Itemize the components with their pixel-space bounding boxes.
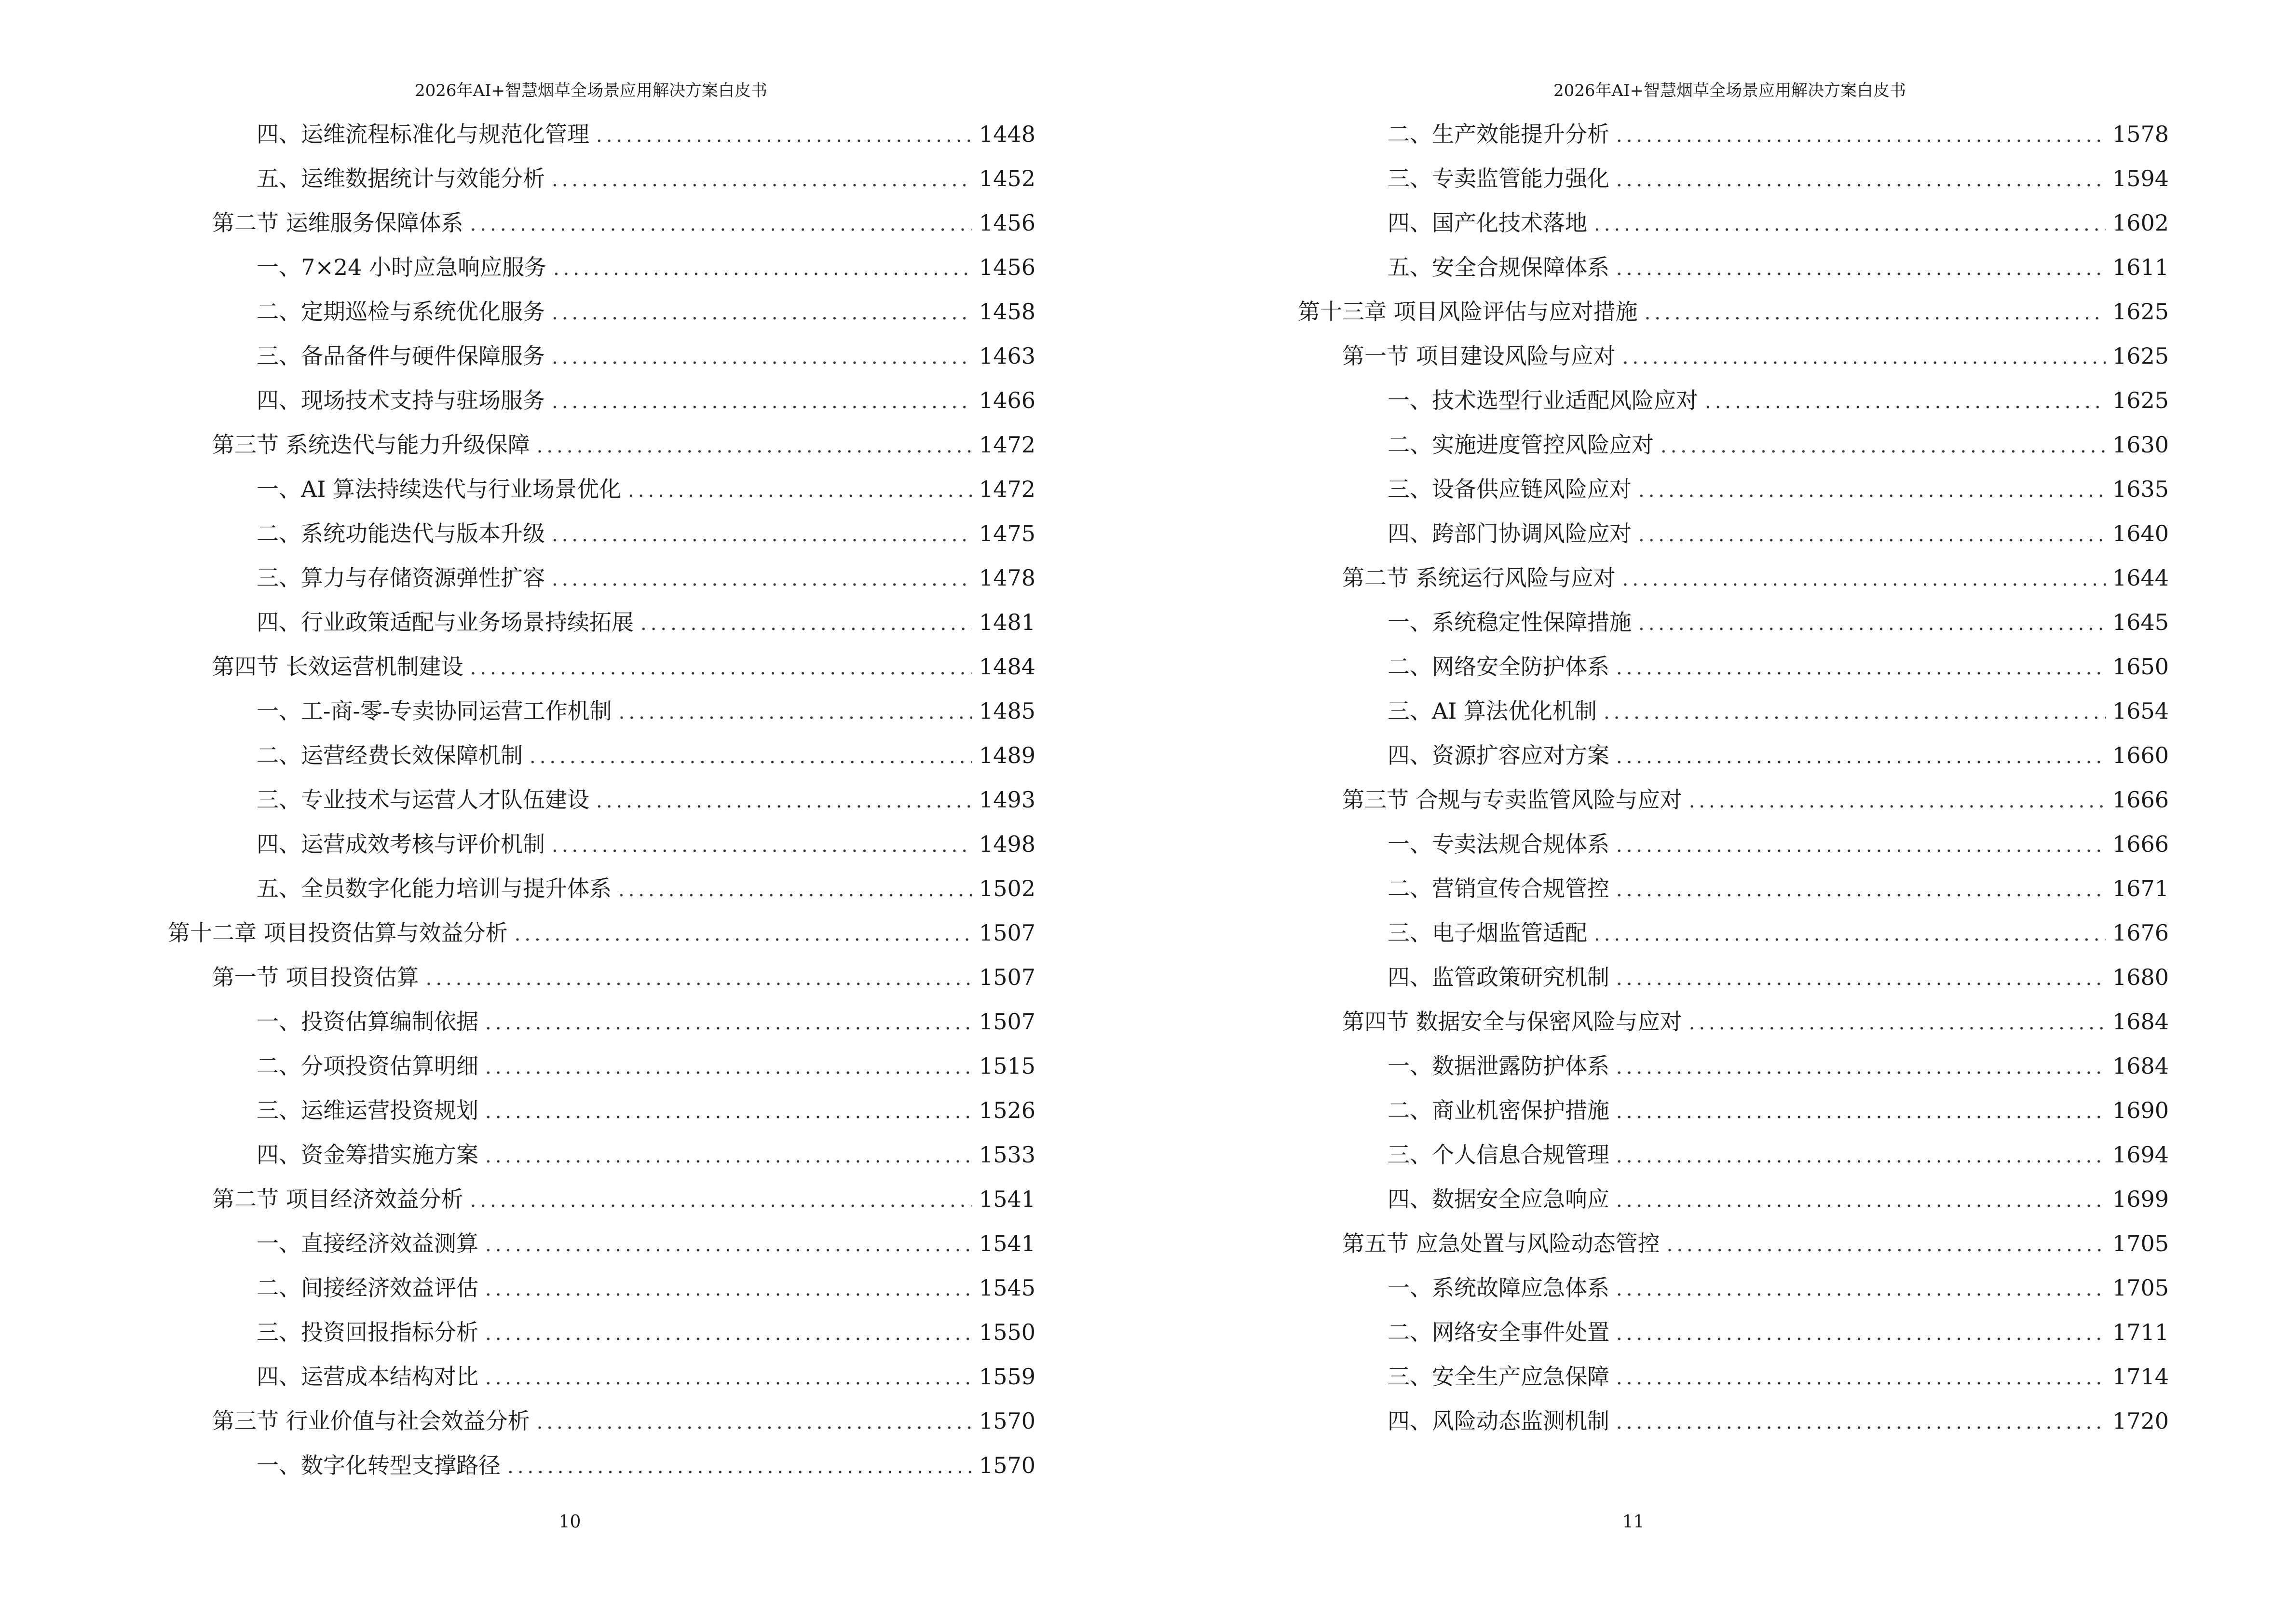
toc-entry-page-number: 1578 — [2112, 121, 2169, 147]
toc-entry-page-number: 1481 — [979, 609, 1035, 635]
toc-entry-item[interactable] — [1144, 156, 2169, 201]
dot-leader — [552, 557, 972, 601]
toc-entry-section[interactable] — [1144, 1221, 2169, 1266]
toc-entry-title: 一、直接经济效益测算 — [257, 1230, 478, 1256]
toc-entry-page-number: 1502 — [979, 875, 1035, 901]
toc-entry-page-number: 1602 — [2112, 210, 2169, 236]
dot-leader — [596, 779, 972, 823]
toc-entry-page-number: 1541 — [979, 1230, 1035, 1256]
toc-entry-title: 第三节 行业价值与社会效益分析 — [212, 1408, 530, 1434]
toc-entry-title: 第十二章 项目投资估算与效益分析 — [168, 920, 508, 946]
toc-entry-item[interactable] — [0, 467, 1035, 511]
toc-entry-page-number: 1448 — [979, 121, 1035, 147]
toc-entry-page-number: 1625 — [2112, 343, 2169, 369]
toc-entry-title: 四、数据安全应急响应 — [1388, 1186, 1609, 1212]
toc-entry-item[interactable] — [0, 1266, 1035, 1310]
toc-entry-page-number: 1559 — [979, 1364, 1035, 1390]
dot-leader — [1594, 912, 2106, 956]
toc-entry-title: 第二节 项目经济效益分析 — [212, 1186, 463, 1212]
dot-leader — [1616, 246, 2106, 291]
toc-entry-item[interactable] — [1144, 1044, 2169, 1088]
toc-entry-title: 第一节 项目建设风险与应对 — [1342, 343, 1616, 369]
toc-entry-page-number: 1611 — [2112, 254, 2169, 280]
dot-leader — [485, 1045, 972, 1090]
page-number: 11 — [1622, 1512, 1645, 1532]
toc-entry-item[interactable] — [1144, 911, 2169, 955]
dot-leader — [1616, 1134, 2106, 1178]
toc-entry-title: 四、运维流程标准化与规范化管理 — [257, 121, 589, 147]
toc-entry-title: 五、运维数据统计与效能分析 — [257, 165, 545, 191]
toc-entry-item[interactable] — [0, 866, 1035, 911]
toc-entry-item[interactable] — [0, 511, 1035, 556]
toc-entry-item[interactable] — [1144, 600, 2169, 644]
running-header: 2026年AI+智慧烟草全场景应用解决方案白皮书 — [415, 81, 767, 100]
toc-entry-page-number: 1684 — [2112, 1009, 2169, 1035]
toc-entry-title: 四、行业政策适配与业务场景持续拓展 — [257, 609, 634, 635]
dot-leader — [1638, 513, 2106, 557]
toc-entry-section[interactable] — [1144, 334, 2169, 378]
toc-entry-title: 一、系统稳定性保障措施 — [1388, 609, 1632, 635]
toc-entry-page-number: 1720 — [2112, 1408, 2169, 1434]
toc-entry-title: 二、营销宣传合规管控 — [1388, 875, 1609, 901]
toc-entry-title: 一、系统故障应急体系 — [1388, 1275, 1609, 1301]
toc-entry-item[interactable] — [1144, 1177, 2169, 1221]
toc-list — [1144, 112, 2169, 1443]
toc-entry-title: 第二节 运维服务保障体系 — [212, 210, 463, 236]
dot-leader — [1667, 1223, 2106, 1267]
toc-entry-item[interactable] — [1144, 733, 2169, 778]
dot-leader — [596, 113, 972, 158]
toc-entry-page-number: 1711 — [2112, 1319, 2169, 1345]
toc-entry-title: 五、全员数字化能力培训与提升体系 — [257, 875, 612, 901]
toc-entry-title: 四、现场技术支持与驻场服务 — [257, 387, 545, 413]
toc-entry-page-number: 1485 — [979, 698, 1035, 724]
toc-entry-item[interactable] — [0, 1044, 1035, 1088]
dot-leader — [1622, 335, 2106, 380]
toc-entry-title: 第三节 合规与专卖监管风险与应对 — [1342, 787, 1682, 813]
toc-entry-title: 三、安全生产应急保障 — [1388, 1364, 1609, 1390]
toc-entry-section[interactable] — [0, 1399, 1035, 1443]
dot-leader — [1616, 956, 2106, 1001]
toc-entry-item[interactable] — [1144, 1354, 2169, 1399]
toc-entry-title: 三、运维运营投资规划 — [257, 1097, 478, 1123]
toc-entry-title: 一、AI 算法持续迭代与行业场景优化 — [257, 476, 622, 502]
toc-entry-title: 一、7×24 小时应急响应服务 — [257, 254, 546, 280]
toc-entry-item[interactable] — [0, 600, 1035, 644]
dot-leader — [485, 1134, 972, 1178]
toc-entry-page-number: 1570 — [979, 1452, 1035, 1478]
dot-leader — [552, 158, 972, 202]
toc-entry-page-number: 1690 — [2112, 1097, 2169, 1123]
toc-entry-page-number: 1484 — [979, 654, 1035, 680]
dot-leader — [1616, 1178, 2106, 1223]
toc-entry-page-number: 1594 — [2112, 165, 2169, 191]
toc-entry-title: 四、国产化技术落地 — [1388, 210, 1587, 236]
toc-entry-title: 三、电子烟监管适配 — [1388, 920, 1587, 946]
toc-entry-item[interactable] — [1144, 1310, 2169, 1354]
toc-entry-title: 四、资金筹措实施方案 — [257, 1142, 478, 1168]
toc-entry-title: 五、安全合规保障体系 — [1388, 254, 1609, 280]
dot-leader — [1594, 202, 2106, 246]
toc-entry-title: 四、风险动态监测机制 — [1388, 1408, 1609, 1434]
toc-entry-page-number: 1507 — [979, 1009, 1035, 1035]
toc-entry-page-number: 1570 — [979, 1408, 1035, 1434]
toc-entry-item[interactable] — [0, 1310, 1035, 1354]
running-header: 2026年AI+智慧烟草全场景应用解决方案白皮书 — [1553, 81, 1906, 100]
toc-entry-section[interactable] — [0, 955, 1035, 999]
dot-leader — [552, 335, 972, 380]
dot-leader — [485, 1311, 972, 1356]
toc-entry-item[interactable] — [0, 1221, 1035, 1266]
toc-entry-page-number: 1478 — [979, 565, 1035, 591]
dot-leader — [485, 1356, 972, 1400]
toc-entry-title: 二、运营经费长效保障机制 — [257, 742, 523, 768]
dot-leader — [1604, 690, 2106, 735]
toc-entry-title: 二、间接经济效益评估 — [257, 1275, 478, 1301]
dot-leader — [1689, 779, 2106, 823]
toc-entry-item[interactable] — [1144, 644, 2169, 689]
dot-leader — [507, 1445, 972, 1489]
toc-entry-page-number: 1699 — [2112, 1186, 2169, 1212]
toc-entry-page-number: 1640 — [2112, 520, 2169, 546]
toc-entry-item[interactable] — [0, 822, 1035, 866]
dot-leader — [1616, 1400, 2106, 1445]
toc-entry-page-number: 1472 — [979, 476, 1035, 502]
dot-leader — [1616, 1045, 2106, 1090]
toc-entry-item[interactable] — [0, 1354, 1035, 1399]
toc-entry-title: 一、专卖法规合规体系 — [1388, 831, 1609, 857]
toc-entry-chapter[interactable] — [0, 911, 1035, 955]
toc-entry-title: 一、投资估算编制依据 — [257, 1009, 478, 1035]
toc-entry-item[interactable] — [1144, 423, 2169, 467]
toc-entry-page-number: 1645 — [2112, 609, 2169, 635]
toc-entry-page-number: 1507 — [979, 964, 1035, 990]
toc-entry-title: 第四节 长效运营机制建设 — [212, 654, 463, 680]
toc-entry-page-number: 1493 — [979, 787, 1035, 813]
toc-entry-title: 一、数字化转型支撑路径 — [257, 1452, 501, 1478]
dot-leader — [1616, 1090, 2106, 1134]
toc-entry-title: 三、备品备件与硬件保障服务 — [257, 343, 545, 369]
toc-entry-page-number: 1498 — [979, 831, 1035, 857]
toc-entry-item[interactable] — [0, 156, 1035, 201]
dot-leader — [1616, 1267, 2106, 1311]
dot-leader — [1689, 1001, 2106, 1045]
toc-entry-item[interactable] — [0, 999, 1035, 1044]
toc-entry-page-number: 1550 — [979, 1319, 1035, 1345]
toc-entry-page-number: 1489 — [979, 742, 1035, 768]
toc-entry-title: 四、运营成本结构对比 — [257, 1364, 478, 1390]
toc-entry-title: 二、网络安全事件处置 — [1388, 1319, 1609, 1345]
toc-entry-title: 一、工-商-零-专卖协同运营工作机制 — [257, 698, 612, 724]
dot-leader — [1616, 646, 2106, 690]
toc-entry-title: 三、算力与存储资源弹性扩容 — [257, 565, 545, 591]
toc-entry-section[interactable] — [0, 423, 1035, 467]
toc-entry-item[interactable] — [1144, 1399, 2169, 1443]
dot-leader — [1616, 735, 2106, 779]
toc-entry-item[interactable] — [0, 112, 1035, 156]
toc-entry-title: 第二节 系统运行风险与应对 — [1342, 565, 1616, 591]
toc-entry-item[interactable] — [1144, 112, 2169, 156]
toc-entry-title: 四、跨部门协调风险应对 — [1388, 520, 1632, 546]
toc-entry-item[interactable] — [0, 733, 1035, 778]
toc-entry-item[interactable] — [1144, 955, 2169, 999]
toc-entry-page-number: 1545 — [979, 1275, 1035, 1301]
toc-entry-item[interactable] — [1144, 822, 2169, 866]
toc-entry-title: 三、专业技术与运营人才队伍建设 — [257, 787, 589, 813]
dot-leader — [552, 380, 972, 424]
toc-entry-page-number: 1466 — [979, 387, 1035, 413]
right-page — [1144, 0, 2287, 1624]
toc-entry-title: 三、专卖监管能力强化 — [1388, 165, 1609, 191]
dot-leader — [485, 1090, 972, 1134]
toc-entry-title: 一、技术选型行业适配风险应对 — [1388, 387, 1698, 413]
toc-entry-item[interactable] — [1144, 689, 2169, 733]
toc-entry-item[interactable] — [1144, 1266, 2169, 1310]
toc-entry-section[interactable] — [1144, 778, 2169, 822]
dot-leader — [1705, 380, 2106, 424]
toc-entry-title: 第五节 应急处置与风险动态管控 — [1342, 1230, 1660, 1256]
toc-entry-item[interactable] — [1144, 511, 2169, 556]
toc-entry-title: 三、AI 算法优化机制 — [1388, 698, 1597, 724]
toc-entry-item[interactable] — [1144, 245, 2169, 289]
dot-leader — [470, 202, 972, 246]
toc-entry-page-number: 1630 — [2112, 432, 2169, 458]
toc-entry-section[interactable] — [0, 644, 1035, 689]
dot-leader — [552, 823, 972, 868]
dot-leader — [515, 912, 972, 956]
dot-leader — [426, 956, 972, 1001]
toc-entry-page-number: 1644 — [2112, 565, 2169, 591]
toc-entry-page-number: 1714 — [2112, 1364, 2169, 1390]
toc-entry-page-number: 1680 — [2112, 964, 2169, 990]
toc-entry-title: 三、个人信息合规管理 — [1388, 1142, 1609, 1168]
toc-entry-item[interactable] — [0, 556, 1035, 600]
toc-entry-page-number: 1660 — [2112, 742, 2169, 768]
toc-entry-section[interactable] — [1144, 999, 2169, 1044]
toc-entry-item[interactable] — [0, 778, 1035, 822]
toc-entry-page-number: 1625 — [2112, 299, 2169, 325]
toc-entry-title: 三、设备供应链风险应对 — [1388, 476, 1632, 502]
dot-leader — [552, 513, 972, 557]
toc-entry-page-number: 1666 — [2112, 831, 2169, 857]
toc-entry-page-number: 1456 — [979, 254, 1035, 280]
toc-entry-item[interactable] — [1144, 1088, 2169, 1133]
toc-entry-title: 第十三章 项目风险评估与应对措施 — [1298, 299, 1638, 325]
toc-entry-item[interactable] — [0, 1088, 1035, 1133]
toc-entry-title: 一、数据泄露防护体系 — [1388, 1053, 1609, 1079]
toc-entry-page-number: 1671 — [2112, 875, 2169, 901]
dot-leader — [1616, 1356, 2106, 1400]
dot-leader — [618, 868, 972, 912]
toc-entry-item[interactable] — [1144, 201, 2169, 245]
toc-entry-page-number: 1475 — [979, 520, 1035, 546]
toc-entry-title: 三、投资回报指标分析 — [257, 1319, 478, 1345]
toc-entry-title: 四、监管政策研究机制 — [1388, 964, 1609, 990]
toc-entry-title: 第三节 系统迭代与能力升级保障 — [212, 432, 530, 458]
dot-leader — [628, 468, 972, 513]
toc-entry-title: 二、分项投资估算明细 — [257, 1053, 478, 1079]
dot-leader — [1622, 557, 2106, 601]
toc-entry-page-number: 1684 — [2112, 1053, 2169, 1079]
dot-leader — [1616, 113, 2106, 158]
toc-entry-page-number: 1625 — [2112, 387, 2169, 413]
toc-entry-title: 二、系统功能迭代与版本升级 — [257, 520, 545, 546]
toc-entry-title: 二、商业机密保护措施 — [1388, 1097, 1609, 1123]
dot-leader — [1661, 424, 2106, 468]
dot-leader — [1616, 1311, 2106, 1356]
toc-entry-item[interactable] — [0, 245, 1035, 289]
toc-entry-title: 四、资源扩容应对方案 — [1388, 742, 1609, 768]
toc-entry-section[interactable] — [0, 201, 1035, 245]
toc-entry-page-number: 1705 — [2112, 1275, 2169, 1301]
dot-leader — [1616, 158, 2106, 202]
dot-leader — [552, 291, 972, 335]
toc-entry-page-number: 1515 — [979, 1053, 1035, 1079]
toc-entry-page-number: 1676 — [2112, 920, 2169, 946]
dot-leader — [1645, 291, 2106, 335]
dot-leader — [537, 424, 972, 468]
toc-entry-title: 二、生产效能提升分析 — [1388, 121, 1609, 147]
toc-entry-page-number: 1694 — [2112, 1142, 2169, 1168]
dot-leader — [640, 601, 972, 646]
page-number: 10 — [558, 1512, 581, 1532]
toc-entry-item[interactable] — [0, 289, 1035, 334]
toc-entry-page-number: 1526 — [979, 1097, 1035, 1123]
dot-leader — [1616, 823, 2106, 868]
toc-entry-item[interactable] — [0, 1443, 1035, 1488]
toc-entry-item[interactable] — [0, 378, 1035, 423]
dot-leader — [470, 1178, 972, 1223]
toc-list — [0, 112, 1035, 1488]
toc-entry-item[interactable] — [1144, 866, 2169, 911]
toc-entry-item[interactable] — [1144, 467, 2169, 511]
toc-entry-title: 第一节 项目投资估算 — [212, 964, 419, 990]
dot-leader — [485, 1001, 972, 1045]
dot-leader — [1616, 868, 2106, 912]
toc-entry-section[interactable] — [0, 1177, 1035, 1221]
toc-entry-title: 第四节 数据安全与保密风险与应对 — [1342, 1009, 1682, 1035]
toc-entry-page-number: 1705 — [2112, 1230, 2169, 1256]
toc-entry-item[interactable] — [0, 1133, 1035, 1177]
toc-entry-chapter[interactable] — [1144, 289, 2169, 334]
dot-leader — [1638, 468, 2106, 513]
dot-leader — [537, 1400, 972, 1445]
toc-entry-page-number: 1666 — [2112, 787, 2169, 813]
dot-leader — [1638, 601, 2106, 646]
toc-entry-item[interactable] — [1144, 1133, 2169, 1177]
toc-entry-page-number: 1650 — [2112, 654, 2169, 680]
toc-entry-page-number: 1654 — [2112, 698, 2169, 724]
toc-entry-page-number: 1463 — [979, 343, 1035, 369]
toc-entry-page-number: 1458 — [979, 299, 1035, 325]
toc-entry-page-number: 1507 — [979, 920, 1035, 946]
toc-entry-item[interactable] — [0, 334, 1035, 378]
toc-entry-item[interactable] — [1144, 378, 2169, 423]
dot-leader — [619, 690, 972, 735]
toc-entry-title: 二、实施进度管控风险应对 — [1388, 432, 1654, 458]
toc-entry-page-number: 1456 — [979, 210, 1035, 236]
toc-entry-page-number: 1541 — [979, 1186, 1035, 1212]
toc-entry-item[interactable] — [0, 689, 1035, 733]
dot-leader — [470, 646, 972, 690]
dot-leader — [530, 735, 972, 779]
toc-entry-page-number: 1533 — [979, 1142, 1035, 1168]
toc-entry-section[interactable] — [1144, 556, 2169, 600]
toc-entry-page-number: 1635 — [2112, 476, 2169, 502]
toc-entry-title: 二、网络安全防护体系 — [1388, 654, 1609, 680]
toc-entry-title: 四、运营成效考核与评价机制 — [257, 831, 545, 857]
dot-leader — [485, 1223, 972, 1267]
toc-entry-title: 二、定期巡检与系统优化服务 — [257, 299, 545, 325]
dot-leader — [485, 1267, 972, 1311]
toc-entry-page-number: 1452 — [979, 165, 1035, 191]
dot-leader — [553, 246, 972, 291]
toc-entry-page-number: 1472 — [979, 432, 1035, 458]
